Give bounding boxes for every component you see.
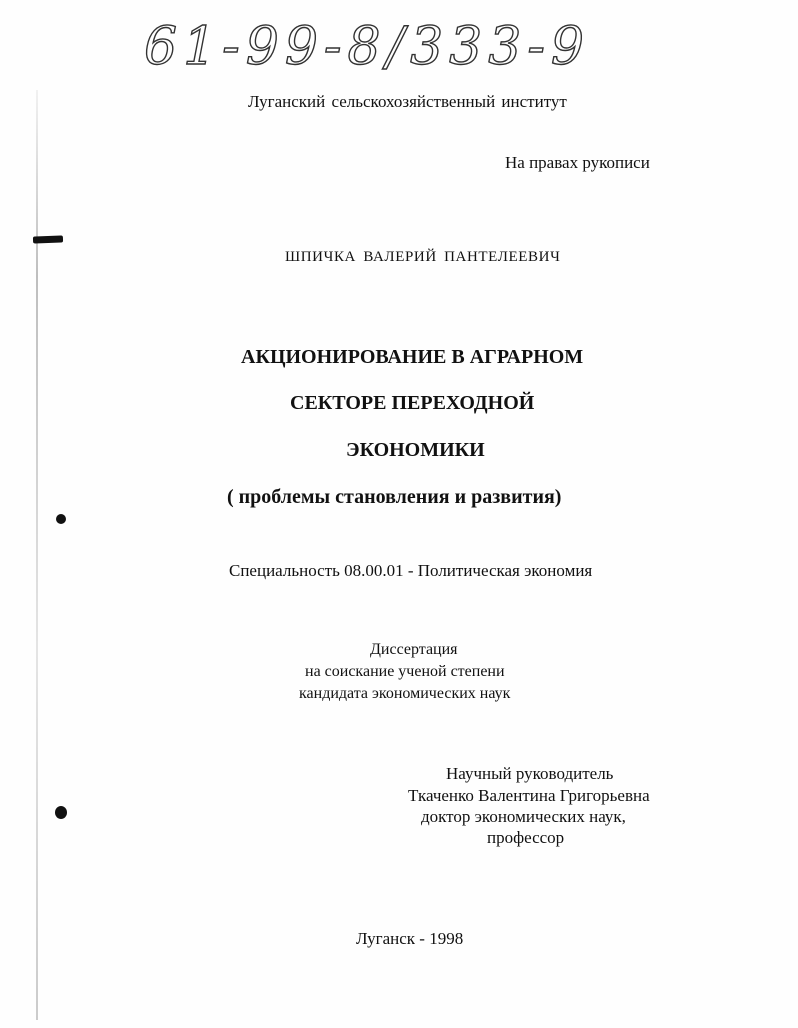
supervisor-name: Ткаченко Валентина Григорьевна xyxy=(408,786,650,805)
supervisor-title: профессор xyxy=(487,828,565,847)
scan-left-edge xyxy=(36,90,38,1020)
institute-name: Луганский сельскохозяйственный институт xyxy=(248,92,567,111)
dissertation-label: Диссертация xyxy=(370,641,458,658)
title-line-2: СЕКТОРЕ ПЕРЕХОДНОЙ xyxy=(290,392,535,414)
handwritten-code-text: 61-99-8/333-9 xyxy=(144,17,590,77)
title-line-3: ЭКОНОМИКИ xyxy=(346,439,485,461)
specialty: Специальность 08.00.01 - Политическая экономия xyxy=(229,561,593,580)
author-name: ШПИЧКА ВАЛЕРИЙ ПАНТЕЛЕЕВИЧ xyxy=(285,249,561,265)
city-year: Луганск - 1998 xyxy=(356,929,464,948)
supervisor-role: Научный руководитель xyxy=(446,764,614,783)
handwritten-catalog-code xyxy=(142,6,590,86)
dissertation-purpose: на соискание ученой степени xyxy=(305,663,505,680)
supervisor-degree: доктор экономических наук, xyxy=(421,807,626,826)
subtitle: ( проблемы становления и развития) xyxy=(227,486,562,508)
manuscript-rights: На правах рукописи xyxy=(505,153,650,172)
scan-mark-dot xyxy=(55,806,67,819)
dissertation-degree: кандидата экономических наук xyxy=(299,685,511,702)
title-line-1: АКЦИОНИРОВАНИЕ В АГРАРНОМ xyxy=(241,346,584,368)
scan-mark-dash xyxy=(33,235,63,243)
scan-mark-dot xyxy=(56,514,66,524)
